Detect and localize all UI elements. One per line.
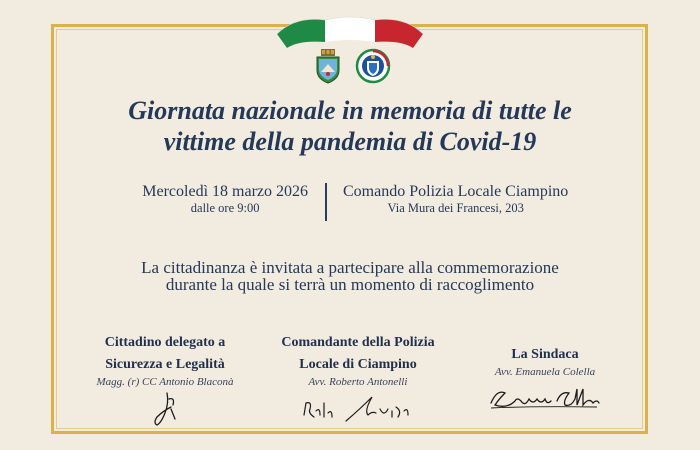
comune-ciampino-crest-icon [313, 48, 343, 84]
signatory-role: Comandante della Polizia [281, 335, 435, 350]
invitation-line-1: La cittadinanza è invitata a partecipare alla commemorazione [141, 258, 559, 277]
event-location [343, 183, 568, 215]
signatory-name: Avv. Roberto Antonelli [308, 376, 408, 388]
signatory-role: Locale di Ciampino [299, 357, 417, 372]
signatory-role: Sicurezza e Legalità [105, 357, 225, 372]
signatory-commander [262, 332, 454, 425]
signatory-mayor [480, 344, 610, 413]
event-details [0, 183, 700, 223]
details-divider [325, 183, 327, 221]
italian-flag-ribbon-icon [275, 12, 425, 52]
event-address: Via Mura dei Francesi, 203 [387, 201, 524, 215]
page-title [60, 95, 640, 157]
invitation-line-2: durante la quale si terrà un momento di raccoglimento [165, 275, 535, 294]
invitation-text [0, 259, 700, 293]
title-line-2: vittime della pandemia di Covid-19 [163, 127, 537, 156]
event-date: Mercoledì 18 marzo 2026 [142, 183, 308, 200]
handwritten-signature [145, 389, 185, 431]
handwritten-signature [298, 389, 418, 425]
signatory-role: Cittadino delegato a [104, 335, 226, 350]
title-line-1: Giornata nazionale in memoria di tutte le [128, 96, 572, 125]
event-venue: Comando Polizia Locale Ciampino [343, 183, 569, 200]
handwritten-signature [487, 379, 603, 413]
signatory-delegate [80, 332, 250, 431]
signatory-role: La Sindaca [511, 347, 579, 362]
event-datetime [142, 183, 308, 215]
polizia-locale-emblem-icon [355, 48, 391, 84]
signatory-name: Avv. Emanuela Colella [494, 366, 596, 378]
event-time: dalle ore 9:00 [190, 201, 260, 215]
signatory-name: Magg. (r) CC Antonio Blaconà [96, 376, 234, 388]
